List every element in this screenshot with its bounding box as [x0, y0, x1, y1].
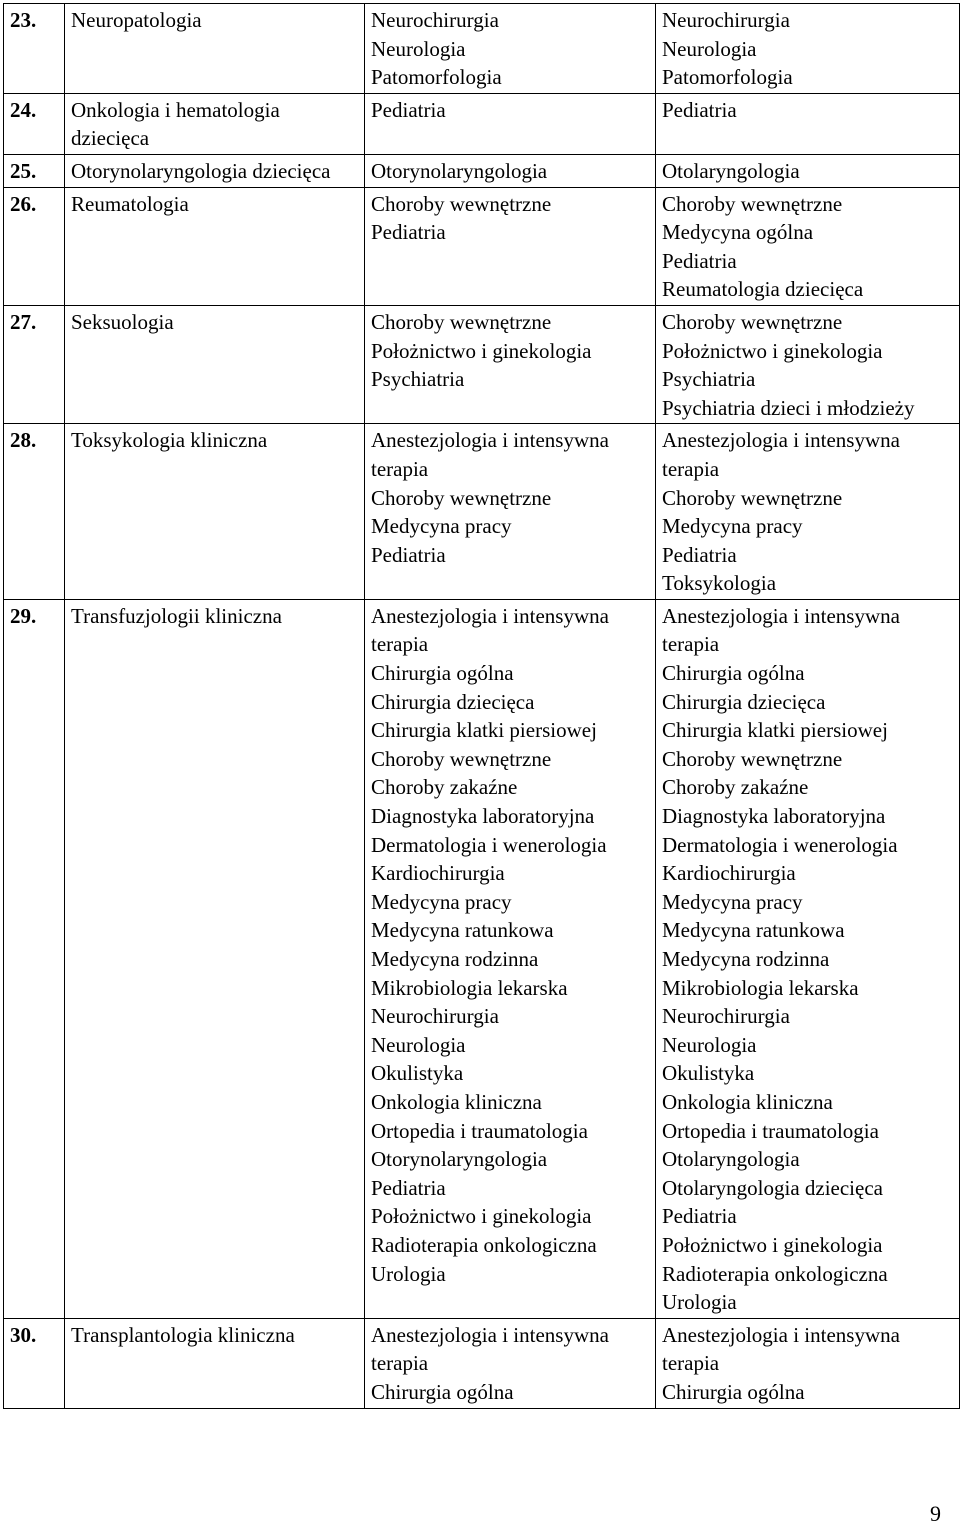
- base-specialization: Neurologia: [371, 36, 466, 61]
- specialization-name: Transplantologia kliniczna: [65, 1318, 365, 1408]
- base-specialization: Psychiatria: [371, 367, 465, 392]
- new-specialization: Choroby wewnętrzne: [662, 191, 843, 216]
- base-specialization: Okulistyka: [371, 1061, 464, 1086]
- base-specialization: Neurologia: [371, 1032, 466, 1057]
- specialization-name: Seksuologia: [65, 305, 365, 423]
- row-number: 27.: [4, 305, 65, 423]
- specialization-name: Neuropatologia: [65, 4, 365, 94]
- base-specialization: Choroby wewnętrzne: [371, 746, 552, 771]
- new-specialization: Pediatria: [662, 97, 737, 122]
- base-specializations-cell: [365, 187, 656, 305]
- new-specialization: Toksykologia: [662, 571, 777, 596]
- base-specializations-cell: [365, 1318, 656, 1408]
- base-specialization: Medycyna pracy: [371, 514, 512, 539]
- base-specialization: Mikrobiologia lekarska: [371, 975, 568, 1000]
- row-number: 26.: [4, 187, 65, 305]
- base-specializations-cell: [365, 93, 656, 154]
- new-specializations-cell: [656, 154, 960, 187]
- base-specializations-cell: [365, 424, 656, 600]
- base-specialization: Choroby wewnętrzne: [371, 191, 552, 216]
- base-specializations-cell: [365, 154, 656, 187]
- new-specialization: Chirurgia ogólna: [662, 1379, 805, 1404]
- new-specializations-cell: [656, 424, 960, 600]
- base-specialization: Ortopedia i traumatologia: [371, 1118, 588, 1143]
- table-row: [4, 187, 960, 305]
- new-specialization: Mikrobiologia lekarska: [662, 975, 859, 1000]
- new-specialization: Radioterapia onkologiczna: [662, 1261, 888, 1286]
- row-number: 25.: [4, 154, 65, 187]
- base-specialization: Otorynolaryngologia: [371, 158, 548, 183]
- new-specialization: Medycyna ogólna: [662, 220, 814, 245]
- base-specialization: Pediatria: [371, 97, 446, 122]
- new-specialization: Medycyna pracy: [662, 514, 803, 539]
- page-number: 9: [930, 1501, 941, 1526]
- new-specialization: Położnictwo i ginekologia: [662, 1232, 883, 1257]
- new-specialization: Neurochirurgia: [662, 1004, 790, 1029]
- new-specialization: Anestezjologia i intensywna terapia: [662, 428, 900, 481]
- specialization-name: Transfuzjologii kliniczna: [65, 599, 365, 1318]
- new-specialization: Choroby wewnętrzne: [662, 485, 843, 510]
- base-specialization: Medycyna rodzinna: [371, 947, 539, 971]
- new-specialization: Medycyna pracy: [662, 889, 803, 914]
- base-specialization: Pediatria: [371, 1175, 446, 1200]
- new-specialization: Otolaryngologia: [662, 1147, 800, 1172]
- new-specialization: Anestezjologia i intensywna terapia: [662, 1322, 900, 1376]
- new-specialization: Psychiatria dzieci i młodzieży: [662, 395, 915, 420]
- new-specialization: Położnictwo i ginekologia: [662, 338, 883, 363]
- base-specialization: Pediatria: [371, 542, 446, 567]
- row-number: 24.: [4, 93, 65, 154]
- base-specialization: Onkologia kliniczna: [371, 1089, 542, 1114]
- row-number: 28.: [4, 424, 65, 600]
- table-row: [4, 424, 960, 600]
- base-specialization: Choroby zakaźne: [371, 775, 518, 800]
- specialization-name: Onkologia i hematologia dziecięca: [65, 93, 365, 154]
- row-number: 29.: [4, 599, 65, 1318]
- new-specialization: Diagnostyka laboratoryjna: [662, 804, 886, 829]
- new-specialization: Reumatologia dziecięca: [662, 277, 864, 302]
- base-specialization: Anestezjologia i intensywna terapia: [371, 1322, 609, 1376]
- table-row: [4, 4, 960, 94]
- new-specializations-cell: [656, 305, 960, 423]
- base-specialization: Chirurgia ogólna: [371, 661, 514, 686]
- new-specialization: Choroby wewnętrzne: [662, 309, 843, 334]
- new-specialization: Chirurgia ogólna: [662, 661, 805, 686]
- new-specialization: Medycyna rodzinna: [662, 947, 830, 971]
- new-specialization: Anestezjologia i intensywna terapia: [662, 603, 900, 657]
- table-row: [4, 93, 960, 154]
- base-specialization: Anestezjologia i intensywna terapia: [371, 603, 609, 657]
- base-specialization: Położnictwo i ginekologia: [371, 1204, 592, 1229]
- specialization-name: Otorynolaryngologia dziecięca: [65, 154, 365, 187]
- base-specializations-cell: [365, 4, 656, 94]
- base-specialization: Diagnostyka laboratoryjna: [371, 804, 595, 829]
- new-specialization: Urologia: [662, 1290, 737, 1315]
- new-specialization: Otolaryngologia dziecięca: [662, 1175, 883, 1200]
- base-specialization: Medycyna ratunkowa: [371, 918, 554, 943]
- base-specializations-cell: [365, 305, 656, 423]
- table-body: [4, 4, 960, 1409]
- base-specialization: Choroby wewnętrzne: [371, 309, 552, 334]
- base-specialization: Chirurgia dziecięca: [371, 689, 535, 714]
- base-specialization: Anestezjologia i intensywna terapia: [371, 428, 609, 481]
- base-specialization: Chirurgia ogólna: [371, 1379, 514, 1404]
- new-specializations-cell: [656, 4, 960, 94]
- base-specialization: Patomorfologia: [371, 65, 502, 90]
- new-specializations-cell: [656, 1318, 960, 1408]
- new-specialization: Ortopedia i traumatologia: [662, 1118, 879, 1143]
- new-specialization: Choroby zakaźne: [662, 775, 809, 800]
- new-specialization: Neurochirurgia: [662, 8, 790, 32]
- new-specialization: Pediatria: [662, 1204, 737, 1229]
- base-specializations-cell: [365, 599, 656, 1318]
- new-specialization: Psychiatria: [662, 367, 756, 392]
- new-specialization: Kardiochirurgia: [662, 861, 796, 886]
- new-specialization: Neurologia: [662, 36, 757, 61]
- specialization-name: Toksykologia kliniczna: [65, 424, 365, 600]
- new-specialization: Pediatria: [662, 542, 737, 567]
- new-specialization: Okulistyka: [662, 1061, 755, 1086]
- new-specialization: Chirurgia klatki piersiowej: [662, 718, 888, 743]
- new-specialization: Patomorfologia: [662, 65, 793, 90]
- new-specialization: Neurologia: [662, 1032, 757, 1057]
- new-specialization: Medycyna ratunkowa: [662, 918, 845, 943]
- table-row: [4, 599, 960, 1318]
- row-number: 30.: [4, 1318, 65, 1408]
- base-specialization: Choroby wewnętrzne: [371, 485, 552, 510]
- new-specializations-cell: [656, 187, 960, 305]
- new-specialization: Otolaryngologia: [662, 158, 800, 183]
- new-specialization: Dermatologia i wenerologia: [662, 832, 898, 857]
- table-row: [4, 305, 960, 423]
- base-specialization: Chirurgia klatki piersiowej: [371, 718, 597, 743]
- new-specialization: Chirurgia dziecięca: [662, 689, 826, 714]
- specialization-name: Reumatologia: [65, 187, 365, 305]
- row-number: 23.: [4, 4, 65, 94]
- table-row: [4, 1318, 960, 1408]
- new-specialization: Onkologia kliniczna: [662, 1089, 833, 1114]
- new-specializations-cell: [656, 93, 960, 154]
- base-specialization: Dermatologia i wenerologia: [371, 832, 607, 857]
- base-specialization: Kardiochirurgia: [371, 861, 505, 886]
- new-specialization: Pediatria: [662, 248, 737, 273]
- base-specialization: Otorynolaryngologia: [371, 1147, 548, 1172]
- table-row: [4, 154, 960, 187]
- base-specialization: Medycyna pracy: [371, 889, 512, 914]
- specializations-table: [3, 3, 960, 1409]
- base-specialization: Pediatria: [371, 220, 446, 245]
- base-specialization: Urologia: [371, 1261, 446, 1286]
- base-specialization: Położnictwo i ginekologia: [371, 338, 592, 363]
- new-specializations-cell: [656, 599, 960, 1318]
- base-specialization: Radioterapia onkologiczna: [371, 1232, 597, 1257]
- new-specialization: Choroby wewnętrzne: [662, 746, 843, 771]
- base-specialization: Neurochirurgia: [371, 1004, 499, 1029]
- base-specialization: Neurochirurgia: [371, 8, 499, 32]
